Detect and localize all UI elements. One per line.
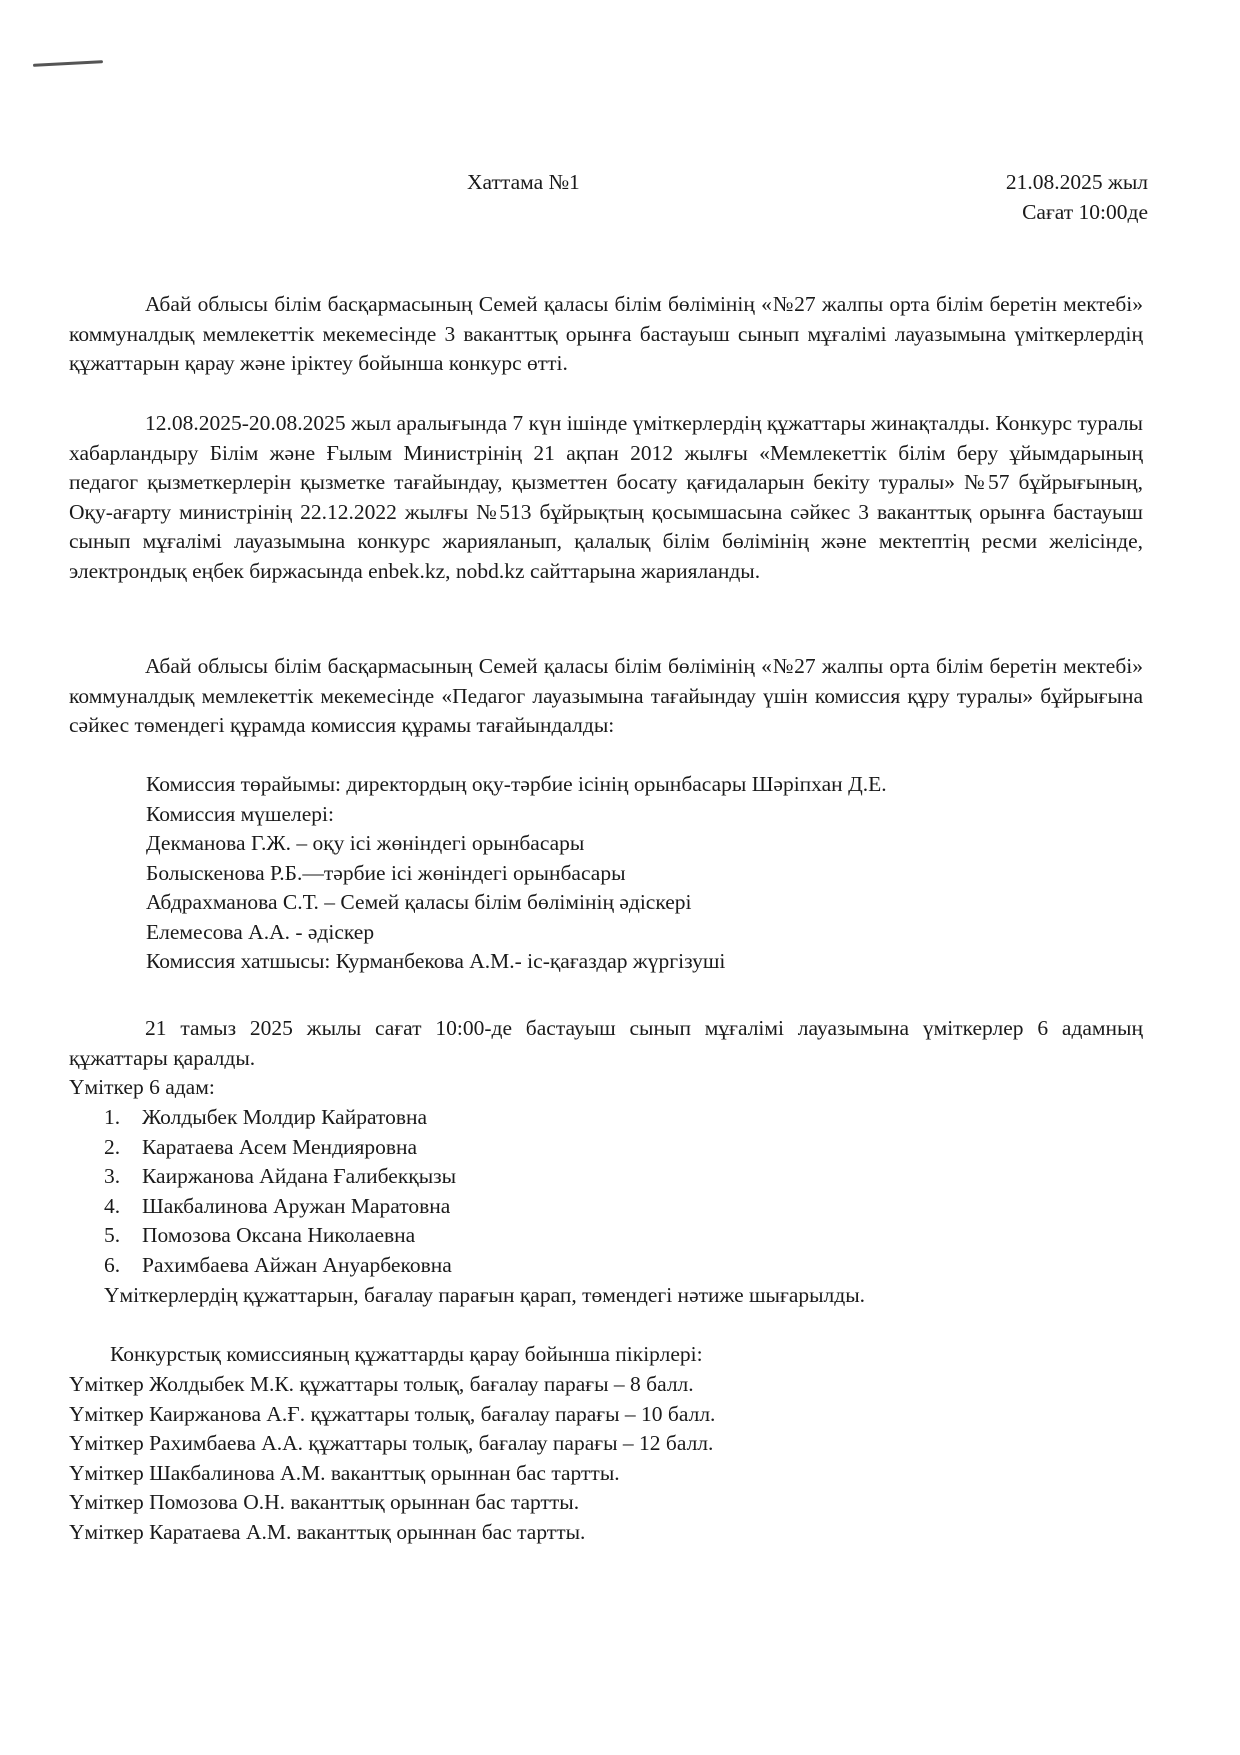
- paragraph-review: 21 тамыз 2025 жылы сағат 10:00-де бастауыш сынып мұғалімі лауазымына үміткерлер 6 адамның құжаттары қаралды.: [69, 1016, 1143, 1070]
- paragraph-commission: Абай облысы білім басқармасының Семей қаласы білім бөлімінің «№27 жалпы орта білім беретін мектебі» коммуналдық мемлекеттік мекемесінде «Педагог лауазымына тағайындау үшін комиссия құру туралы» бұйрығына сәйкес төмендегі құрамда комиссия құрамы тағайындалды:: [69, 654, 1143, 737]
- protocol-title: Хаттама №1: [467, 170, 580, 194]
- opinion-line: Үміткер Рахимбаева А.А. құжаттары толық, бағалау парағы – 12 балл.: [69, 1431, 714, 1455]
- list-item: 4. Шакбалинова Аружан Маратовна: [104, 1193, 451, 1218]
- opinions-list: [69, 1370, 715, 1547]
- opinions-heading: Конкурстық комиссияның құжаттарды қарау бойынша пікірлері:: [110, 1342, 703, 1366]
- opinion-line: Үміткер Каиржанова А.Ғ. құжаттары толық, бағалау парағы – 10 балл.: [69, 1401, 716, 1426]
- paragraph-intro: Абай облысы білім басқармасының Семей қаласы білім бөлімінің «№27 жалпы орта білім беретін мектебі» коммуналдық мемлекеттік мекемесінде 3 ваканттық орынға бастауыш сынып мұғалімі лауазымына үміткерлердің құжаттарын қарау және іріктеу бойынша конкурс өтті.: [69, 292, 1143, 375]
- list-item: 2. Каратаева Асем Мендияровна: [104, 1134, 418, 1159]
- list-item: 1. Жолдыбек Молдир Кайратовна: [104, 1105, 428, 1129]
- list-item: 3. Каиржанова Айдана Ғалибекқызы: [104, 1164, 457, 1188]
- commission-chair: Комиссия төрайымы: директордың оқу-тәрбие ісінің орынбасары Шәріпхан Д.Е.: [146, 772, 887, 796]
- opinion-line: Үміткер Каратаева А.М. ваканттық орыннан бас тартты.: [69, 1519, 586, 1544]
- candidates-heading: Үміткер 6 адам:: [69, 1075, 215, 1099]
- opinion-line: Үміткер Шакбалинова А.М. ваканттық орыннан бас тартты.: [69, 1460, 620, 1485]
- protocol-date: 21.08.2025 жыл: [1005, 170, 1148, 194]
- commission-member: Елемесова А.А. - әдіскер: [146, 919, 375, 944]
- list-item: 5. Помозова Оксана Николаевна: [104, 1223, 416, 1247]
- protocol-time: Сағат 10:00де: [1022, 199, 1148, 224]
- commission-member: Декманова Г.Ж. – оқу ісі жөніндегі орынбасары: [146, 831, 585, 855]
- scan-mark: [33, 60, 103, 67]
- commission-members-label: Комиссия мүшелері:: [146, 801, 334, 826]
- commission-member: Абдрахманова С.Т. – Семей қаласы білім бөлімінің әдіскері: [146, 890, 692, 914]
- commission-member: Болыскенова Р.Б.—тәрбие ісі жөніндегі орынбасары: [146, 860, 626, 885]
- candidates-result: Үміткерлердің құжаттарын, бағалау парағын қарап, төмендегі нәтиже шығарылды.: [104, 1283, 866, 1307]
- list-item: 6. Рахимбаева Айжан Ануарбековна: [104, 1252, 452, 1277]
- protocol-datetime: [1006, 168, 1148, 227]
- candidates-list: [104, 1103, 456, 1280]
- paragraph-announcement: 12.08.2025-20.08.2025 жыл аралығында 7 күн ішінде үміткерлердің құжаттары жинақталды. Конкурс туралы хабарландыру Білім және Ғылым Министрінің 21 ақпан 2012 жылғы «Мемлекеттік білім беру ұйымдарының педагог қызметкерлерін қызметке тағайындау, қызметтен босату қағидаларын бекіту туралы» №57 бұйрығының, Оқу-ағарту министрінің 22.12.2022 жылғы №513 бұйрықтың қосымшасына сәйкес 3 ваканттық орынға бастауыш сынып мұғалімі лауазымына конкурс жарияланып, қалалық білім бөлімінің және мектептің ресми желісінде, электрондық еңбек биржасында enbek.kz, nobd.kz сайттарына жарияланды.: [69, 411, 1143, 583]
- opinion-line: Үміткер Жолдыбек М.К. құжаттары толық, бағалау парағы – 8 балл.: [69, 1372, 694, 1396]
- opinion-line: Үміткер Помозова О.Н. ваканттық орыннан бас тартты.: [69, 1490, 580, 1514]
- commission-secretary: Комиссия хатшысы: Курманбекова А.М.- іс-қағаздар жүргізуші: [146, 949, 726, 973]
- commission-list: [146, 770, 887, 977]
